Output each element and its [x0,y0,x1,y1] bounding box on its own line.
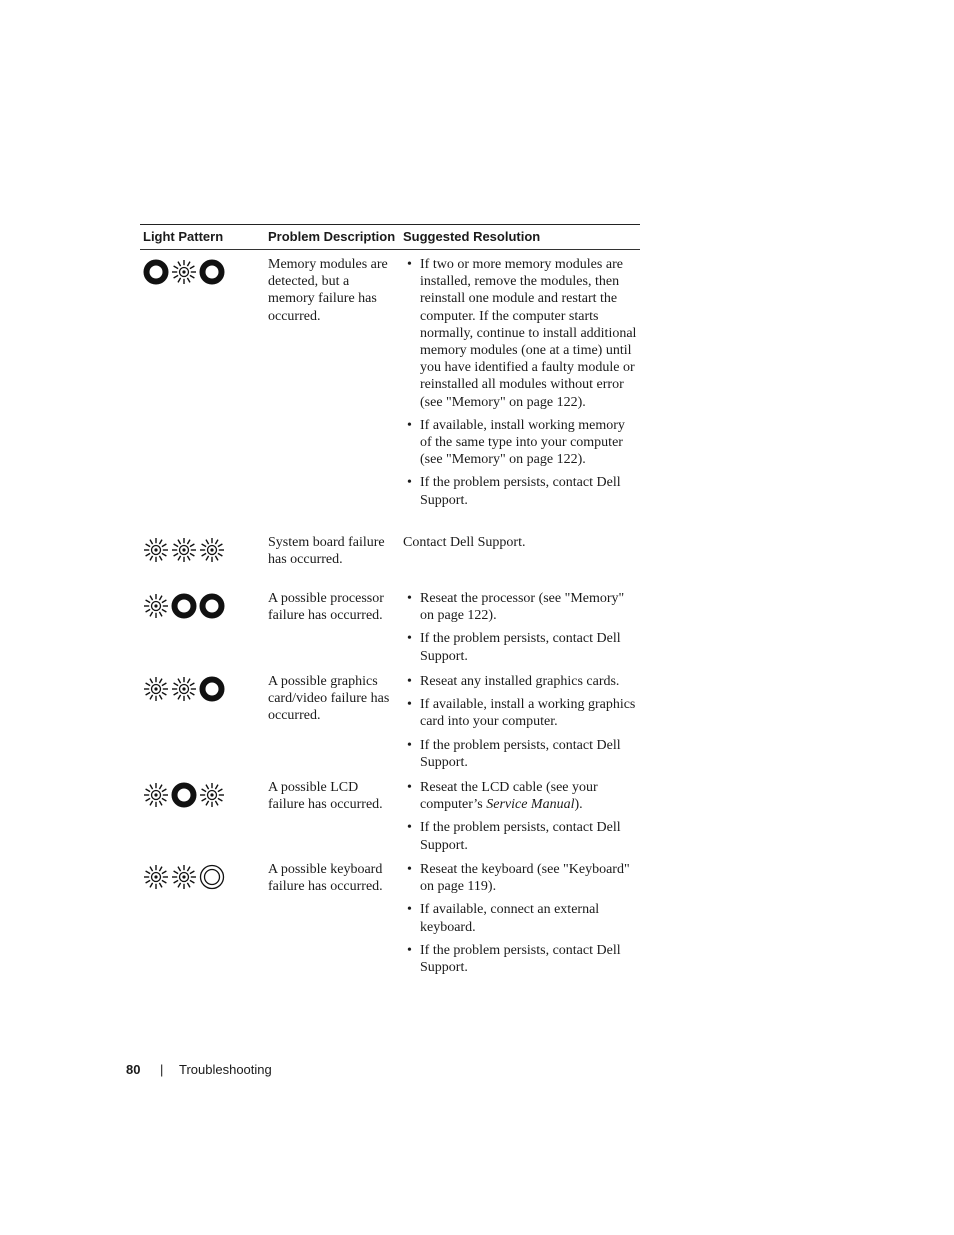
suggested-resolution: Contact Dell Support. [403,535,526,550]
light-blink-icon [199,782,225,808]
resolution-bullet: • Reseat the processor (see "Memory" on page 122). [403,590,638,624]
light-pattern-table [140,224,640,976]
resolution-bullet: • If the problem persists, contact Dell Support. [403,819,638,853]
resolution-bullet: • If the problem persists, contact Dell Support. [403,474,638,508]
light-blink-icon [143,676,169,702]
problem-description: System board failure has occurred. [268,535,385,568]
light-pattern [143,864,233,890]
resolution-bullet: • Reseat any installed graphics cards. [403,673,638,690]
problem-description: A possible keyboard failure has occurred. [268,862,383,895]
lcd-reseat-close: ). [574,797,583,813]
service-manual-title: Service Manual [486,797,575,813]
problem-description: A possible processor failure has occurred. [268,591,384,624]
light-pattern [143,537,233,563]
light-blink-icon [171,676,197,702]
problem-description: A possible graphics card/video failure has occurred. [268,674,390,724]
resolution-bullet: • If available, connect an external keyboard. [403,901,638,935]
light-off-icon [171,593,197,619]
light-pattern [143,593,233,619]
light-blink-icon [171,537,197,563]
resolution-bullet: • If available, install working memory of the same type into your computer (see "Memory" on page 122). [403,417,638,469]
light-on-icon [199,864,225,890]
problem-description: Memory modules are detected, but a memory failure has occurred. [268,257,388,324]
header-problem-description: Problem Description [268,229,396,244]
suggested-resolution [403,861,638,982]
header-suggested-resolution: Suggested Resolution [403,229,541,244]
header-light-pattern: Light Pattern [143,229,224,244]
resolution-bullet [403,779,638,813]
lcd-reseat-text: Reseat the LCD cable (see your computer’s [420,780,598,813]
light-pattern [143,676,233,702]
light-off-icon [143,259,169,285]
resolution-bullet: • If available, install a working graphics card into your computer. [403,696,638,730]
light-off-icon [171,782,197,808]
suggested-resolution [403,673,638,777]
resolution-bullet: • Reseat the keyboard (see "Keyboard" on page 119). [403,861,638,895]
light-blink-icon [199,537,225,563]
light-off-icon [199,676,225,702]
suggested-resolution [403,590,638,671]
light-pattern [143,782,233,808]
suggested-resolution [403,779,638,860]
light-blink-icon [143,537,169,563]
suggested-resolution [403,256,638,515]
resolution-bullet: • If two or more memory modules are installed, remove the modules, then reinstall one module and restart the computer. If the computer starts normally, continue to install additional memory modules (one at a time) until you have identified a faulty module or reinstalled all modules without error (see "Memory" on page 122). [403,256,638,411]
resolution-bullet: • If the problem persists, contact Dell Support. [403,630,638,664]
light-off-icon [199,593,225,619]
light-blink-icon [171,864,197,890]
light-blink-icon [143,864,169,890]
light-off-icon [199,259,225,285]
footer-separator: | [160,1062,164,1077]
light-blink-icon [143,593,169,619]
page-number: 80 [126,1062,141,1077]
resolution-bullet: • If the problem persists, contact Dell Support. [403,942,638,976]
table-header [140,225,640,250]
problem-description: A possible LCD failure has occurred. [268,780,383,813]
light-blink-icon [143,782,169,808]
section-title: Troubleshooting [179,1062,272,1077]
resolution-bullet: • If the problem persists, contact Dell Support. [403,737,638,771]
light-pattern [143,259,233,285]
light-blink-icon [171,259,197,285]
